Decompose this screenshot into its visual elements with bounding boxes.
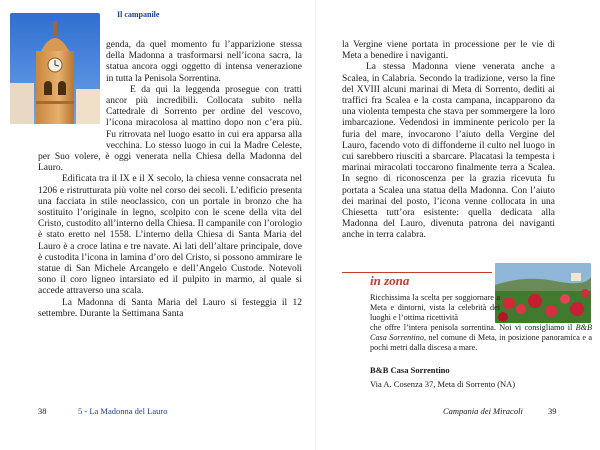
in-zona-text-2: [370, 323, 592, 354]
chapter-title: 5 - La Madonna del Lauro: [78, 406, 168, 416]
right-page-body: [342, 40, 555, 242]
page-number-right: 39: [548, 406, 557, 416]
flowers-coast-photo: [495, 263, 591, 323]
in-zona-rule: [342, 272, 492, 273]
running-head: Il campanile: [117, 10, 160, 19]
left-page-body: [38, 40, 302, 320]
page-gutter: [315, 0, 316, 450]
in-zona-text-2b: , nel comune di Meta, in posizione panoramica e a pochi metri dalla discesa a mare.: [370, 333, 592, 353]
page-number-left: 38: [38, 406, 47, 416]
paragraph: la Vergine viene portata in processione per le vie di Meta a benedire i naviganti.: [342, 40, 555, 62]
in-zona-title: in zona: [370, 273, 410, 288]
paragraph: La Madonna di Santa Maria del Lauro si festeggia il 12 settembre. Durante la Settimana Santa: [38, 297, 302, 319]
paragraph: Edificata tra il IX e il X secolo, la chiesa venne consacrata nel 1206 e ristrutturata più volte nel corso dei secoli. L’edificio presenta una facciata in stile neoclassico, con un portale in bronzo che ha sostituito l’originale in legno, scolpito con le scene della vita del Cristo, custodito all’interno della Chiesa. Il campanile con l’orologio è stato eretto nel 1558. L’interno della Chiesa di Santa Maria del Lauro è a croce latina e tre navate. Ai lati dell’altare principale, dove è custodita l’icona in lamina d’oro del Cristo, si possono ammirare le statue di San Michele Arcangelo e dell’Angelo Custode. Notevoli sono il coro ligneo intarsiato ed il pulpito in marmo, al quale si accede attraverso una scala.: [38, 174, 302, 297]
book-title: Campania dei Miracoli: [443, 406, 523, 416]
in-zona-text-2a: che offre l’intera penisola sorrentina. Noi vi consigliamo il: [370, 323, 576, 332]
paragraph: genda, da quel momento fu l’apparizione stessa della Madonna a trasformarsi nell’icona sacra, la statua ancora oggi oggetto di intensa venerazione in tutta la Penisola Sorrentina.: [106, 40, 302, 84]
photo-wrap-spacer: [38, 40, 106, 146]
bb-address: Via A. Cosenza 37, Meta di Sorrento (NA): [370, 379, 516, 389]
paragraph: La stessa Madonna viene venerata anche a Scalea, in Calabria. Secondo la tradizione, verso la fine del XVIII alcuni marinai di Meta di Sorrento, dediti ai traffici fra Scalea e la costa campana, incapparono da una violenta tempesta che stava per sommergere la loro imbarcazione. Vedendosi in imminente pericolo per la furia del mare, invocarono l’aiuto della Vergine del Lauro, facendo voto di diffonderne il culto nel luogo in cui sarebbero riusciti a sbarcare. Placatasi la tempesta i marinai miracolati toccarono finalmente terra a Scalea. In segno di riconoscenza per la grazia ricevuta fu portata a Scalea una statua della Madonna. Con l’aiuto dei marinai del posto, l’icona venne collocata in una Chiesetta tutt’ora esistente: quella dedicata alla Madonna del Lauro, divenuta patrona dei naviganti anche in terra calabra.: [342, 62, 555, 241]
bb-name: B&B Casa Sorrentino: [370, 365, 450, 375]
in-zona-text-1: Ricchissima la scelta per soggiornare a Meta e dintorni, vista la celebrità dei luoghi e l’ottima ricettività: [370, 293, 500, 323]
bb-name-inline: B&B Casa Sorrentino: [370, 323, 592, 343]
paragraph: E da qui la leggenda prosegue con tratti ancor più incredibili. Collocata subito nella Cattedrale di Sorrento per ordine del vescovo, l’icona miracolosa al mattino dopo non c’era più. Fu ritrovata nel luogo esatto in cui era apparsa alla vecchina. Lo stesso luogo in cui la Madre Celeste, per Suo volere, è oggi venerata nella Chiesa della Madonna del Lauro.: [38, 84, 302, 174]
